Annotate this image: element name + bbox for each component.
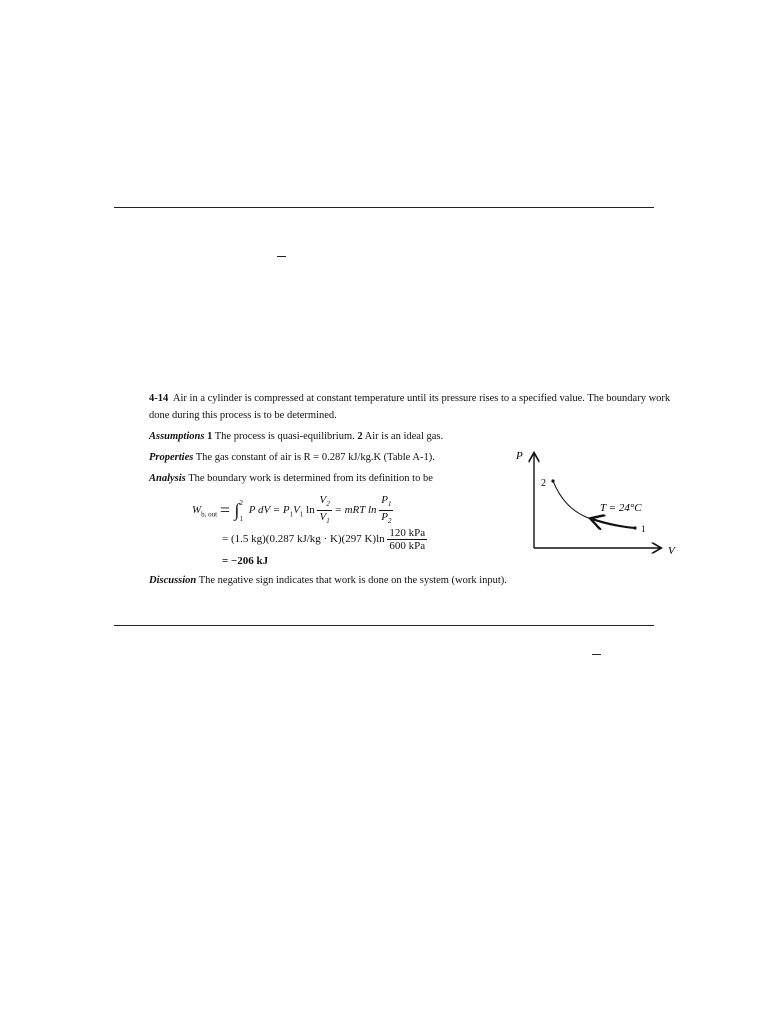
analysis-line xyxy=(149,472,433,486)
process-direction-segment xyxy=(592,519,635,528)
y-axis-label: P xyxy=(516,450,523,462)
properties-line xyxy=(149,451,435,465)
eq-integral: = ∫ xyxy=(219,500,240,521)
discussion-label: Discussion xyxy=(149,575,197,586)
problem-number: 4-14 xyxy=(149,393,169,404)
eq-pressure-ratio xyxy=(379,494,393,527)
analysis-label: Analysis xyxy=(149,473,186,484)
problem-intro-text: Air in a cylinder is compressed at constant temperature until its pressure rises to a specified value. The boundary work xyxy=(172,393,671,404)
assumptions-line xyxy=(149,430,443,444)
eq-line2-ratio xyxy=(387,527,427,552)
top-rule xyxy=(114,207,654,208)
eq-lhs: W xyxy=(192,504,202,517)
eq-int-upper: 2 xyxy=(239,498,243,507)
state-1-label: 1 xyxy=(641,524,646,534)
eq-p1-num: P xyxy=(381,494,388,506)
isotherm-label: T = 24°C xyxy=(600,502,642,514)
properties-text: The gas constant of air is R = 0.287 kJ/kg.K (Table A-1). xyxy=(195,452,435,463)
assumption-2-text: Air is an ideal gas. xyxy=(364,431,444,442)
equation-result: = −206 kJ xyxy=(222,555,269,567)
pv-diagram xyxy=(512,446,675,561)
eq-p2-den: P xyxy=(381,511,388,524)
eq-line2-num: 120 kPa xyxy=(389,527,426,539)
state-1-point xyxy=(633,526,636,529)
dash-mark-bottom xyxy=(592,654,601,655)
eq-p1-num-sub: 1 xyxy=(387,500,392,509)
eq-v1-sub: 1 xyxy=(299,510,304,519)
state-2-point xyxy=(551,479,554,482)
bottom-rule xyxy=(114,625,654,626)
eq-mrt-ln: = mRT ln xyxy=(334,504,377,517)
eq-v1-den: V xyxy=(319,511,327,524)
discussion-line xyxy=(149,574,507,588)
eq-p1-sub: 1 xyxy=(289,510,294,519)
x-axis-label: V xyxy=(668,545,675,557)
dash-mark-top xyxy=(277,256,286,257)
eq-lhs-sub: b, out xyxy=(201,510,218,519)
eq-volume-ratio xyxy=(317,494,331,527)
problem-intro xyxy=(149,392,670,406)
assumption-2-number: 2 xyxy=(357,431,363,442)
properties-label: Properties xyxy=(149,452,194,463)
equation-line-1 xyxy=(192,494,393,527)
eq-v2-num-sub: 2 xyxy=(326,500,330,509)
analysis-text: The boundary work is determined from its definition to be xyxy=(188,473,433,484)
state-2-label: 2 xyxy=(541,478,546,489)
assumption-1-text: The process is quasi-equilibrium. xyxy=(214,431,355,442)
problem-intro-cont: done during this process is to be determined. xyxy=(149,410,337,421)
eq-int-lower: 1 xyxy=(239,514,243,523)
eq-integrand: P dV = P xyxy=(248,504,290,517)
eq-v2-num: V xyxy=(319,494,327,506)
assumption-1-number: 1 xyxy=(207,431,213,442)
equation-line-2 xyxy=(222,527,427,552)
discussion-text: The negative sign indicates that work is done on the system (work input). xyxy=(198,575,507,586)
eq-line2-den: 600 kPa xyxy=(389,540,426,552)
assumptions-label: Assumptions xyxy=(149,431,205,442)
eq-v1-den-sub: 1 xyxy=(326,517,330,526)
eq-line2-lhs: = (1.5 kg)(0.287 kJ/kg · K)(297 K)ln xyxy=(222,533,385,546)
eq-ln-1: ln xyxy=(306,504,315,517)
eq-p2-den-sub: 2 xyxy=(387,517,392,526)
eq-v1: V xyxy=(293,504,300,517)
